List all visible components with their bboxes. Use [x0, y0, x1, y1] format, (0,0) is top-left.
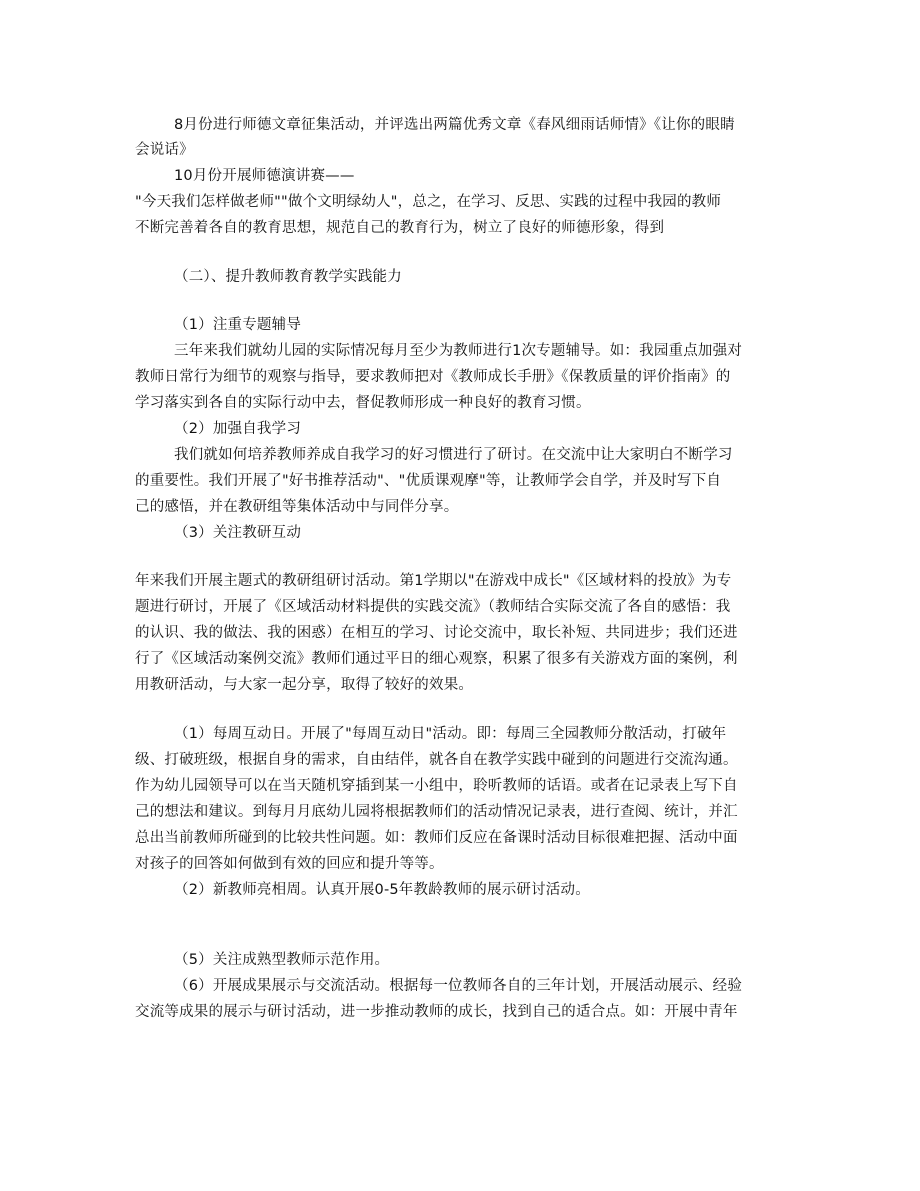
subsection-heading: （2）加强自我学习: [174, 421, 302, 437]
text-line: 不断完善着各自的教育思想，规范自己的教育行为，树立了良好的师德形象，得到: [135, 220, 665, 236]
text-line: 用教研活动，与大家一起分享，取得了较好的效果。: [135, 677, 474, 693]
section-heading: （二）、提升教师教育教学实践能力: [174, 269, 402, 285]
text-line: （1）每周互动日。开展了"每周互动日"活动。即：每周三全园教师分散活动，打破年: [174, 726, 727, 742]
subsection-heading: （1）注重专题辅导: [174, 317, 302, 333]
text-line: 学习落实到各自的实际行动中去，督促教师形成一种良好的教育习惯。: [135, 395, 591, 411]
text-line: （5）关注成熟型教师示范作用。: [174, 952, 390, 968]
text-line: 级、打破班级，根据自身的需求，自由结伴，就各自在教学实践中碰到的问题进行交流沟通。: [135, 752, 738, 768]
text-line: 题进行研讨，开展了《区域活动材料提供的实践交流》（教师结合实际交流了各自的感悟：我: [135, 599, 731, 615]
text-line: 己的想法和建议。到每月月底幼儿园将根据教师们的活动情况记录表，进行查阅、统计，并汇: [135, 804, 738, 820]
text-line: 我们就如何培养教师养成自我学习的好习惯进行了研讨。在交流中让大家明白不断学习: [174, 447, 733, 463]
text-line: 对孩子的回答如何做到有效的回应和提升等等。: [135, 856, 444, 872]
text-line: 三年来我们就幼儿园的实际情况每月至少为教师进行1次专题辅导。如：我园重点加强对: [174, 343, 743, 359]
text-line: 的认识、我的做法、我的困惑）在相互的学习、讨论交流中，取长补短、共同进步；我们还进: [135, 625, 738, 641]
text-line: 10月份开展师德演讲赛——: [174, 168, 355, 184]
text-line: 教师日常行为细节的观察与指导，要求教师把对《教师成长手册》《保教质量的评价指南》的: [135, 369, 731, 385]
text-line: 交流等成果的展示与研讨活动，进一步推动教师的成长，找到自己的适合点。如：开展中青年: [135, 1004, 738, 1020]
text-line: 8月份进行师德文章征集活动，并评选出两篇优秀文章《春风细雨话师情》《让你的眼睛: [174, 117, 735, 133]
text-line: 作为幼儿园领导可以在当天随机穿插到某一小组中，聆听教师的话语。或者在记录表上写下自: [135, 778, 738, 794]
text-line: 年来我们开展主题式的教研组研讨活动。第1学期以"在游戏中成长"《区域材料的投放》为专: [135, 573, 732, 589]
text-line: 行了《区域活动案例交流》教师们通过平日的细心观察，积累了很多有关游戏方面的案例，利: [135, 651, 738, 667]
text-line: 己的感悟，并在教研组等集体活动中与同伴分享。: [135, 499, 459, 515]
text-line: 会说话》: [135, 142, 194, 158]
text-line: 总出当前教师所碰到的比较共性问题。如：教师们反应在备课时活动目标很难把握、活动中面: [135, 830, 738, 846]
text-line: （6）开展成果展示与交流活动。根据每一位教师各自的三年计划，开展活动展示、经验: [174, 978, 743, 994]
text-line: "今天我们怎样做老师""做个文明绿幼人"，总之，在学习、反思、实践的过程中我园的教师: [135, 194, 722, 210]
subsection-heading: （3）关注教研互动: [174, 525, 302, 541]
text-line: 的重要性。我们开展了"好书推荐活动"、"优质课观摩"等，让教师学会自学，并及时写下自: [135, 473, 722, 489]
text-line: （2）新教师亮相周。认真开展0-5年教龄教师的展示研讨活动。: [174, 882, 590, 898]
